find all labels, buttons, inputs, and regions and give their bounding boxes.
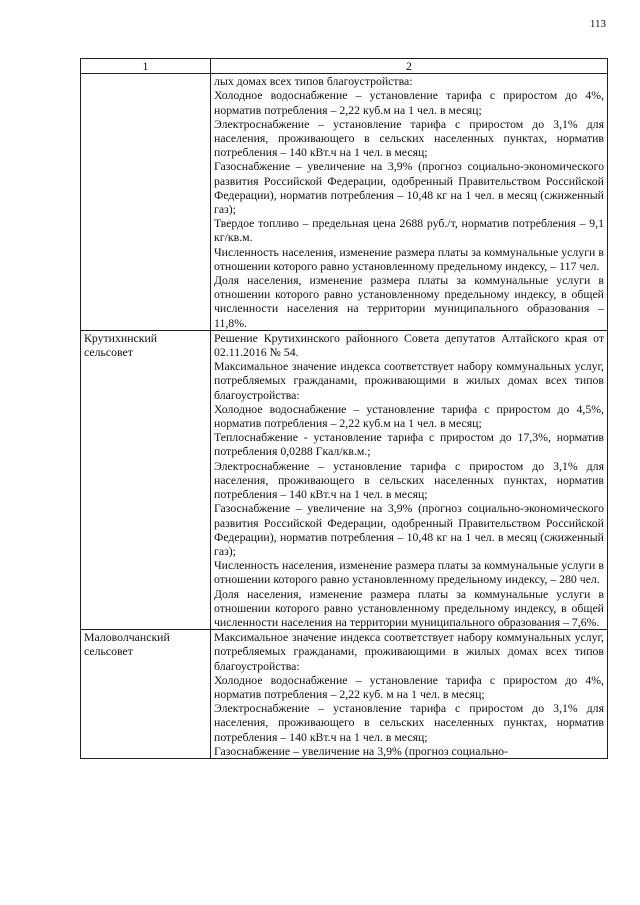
- data-table: [80, 58, 608, 759]
- paragraph: Решение Крутихинского районного Совета депутатов Алтайского края от 02.11.2016 № 54.: [214, 330, 604, 360]
- paragraph: Доля населения, изменение размера платы за коммунальные услуги в отношении которого равно установленному предельному индексу, в общей численности населения на территории муниципального образования – 11,8%.: [214, 273, 604, 330]
- page-number: 113: [589, 18, 606, 30]
- paragraph: Максимальное значение индекса соответствует набору коммунальных услуг, потребляемых гражданами, проживающими в жилых домах всех типов благоустройства:: [214, 359, 604, 402]
- paragraph: Холодное водоснабжение – установление тарифа с приростом до 4,5%, норматив потребления – 2,22 куб.м на 1 чел. в месяц;: [214, 401, 604, 431]
- paragraph: Доля населения, изменение размера платы за коммунальные услуги в отношении которого равно установленному предельному индексу, в общей численности населения на территории муниципального образования – 7,6%.: [214, 586, 604, 629]
- paragraph: Максимальное значение индекса соответствует набору коммунальных услуг, потребляемых гражданами, проживающими в жилых домах всех типов благоустройства:: [214, 630, 604, 673]
- table-row: [81, 330, 608, 629]
- column-header-1: 1: [81, 59, 211, 74]
- table-row: [81, 630, 608, 759]
- paragraph: Твердое топливо – предельная цена 2688 руб./т, норматив потребления – 9,1 кг/кв.м.: [214, 216, 604, 245]
- description-cell: [211, 330, 608, 629]
- paragraph: лых домах всех типов благоустройства:: [214, 74, 413, 89]
- column-header-2: 2: [211, 59, 608, 74]
- paragraph: Холодное водоснабжение – установление тарифа с приростом до 4%, норматив потребления – 2,22 куб.м на 1 чел. в месяц;: [214, 88, 604, 117]
- paragraph: Численность населения, изменение размера платы за коммунальные услуги в отношении которого равно установленному предельному индексу, – 117 чел.: [214, 244, 604, 273]
- paragraph: Холодное водоснабжение – установление тарифа с приростом до 4%, норматив потребления – 2,22 куб. м на 1 чел. в месяц;: [214, 672, 604, 701]
- municipality-cell: [81, 74, 211, 331]
- table-row: [81, 74, 608, 331]
- paragraph: Электроснабжение – установление тарифа с приростом до 3,1% для населения, проживающего в сельских населенных пунктах, норматив потребления – 140 кВт.ч на 1 чел. в месяц;: [214, 116, 604, 160]
- paragraph: Газоснабжение – увеличение на 3,9% (прогноз социально-экономического развития Российской Федерации, одобренный Правительством Российской Федерации), норматив потребления – 10,48 кг на 1 чел. в месяц (сжиженный газ);: [214, 501, 604, 558]
- municipality-cell: Маловолчанский сельсовет: [81, 630, 211, 759]
- description-cell: [211, 630, 608, 759]
- paragraph: Электроснабжение – установление тарифа с приростом до 3,1% для населения, проживающего в сельских населенных пунктах, норматив потребления – 140 кВт.ч на 1 чел. в месяц;: [214, 701, 604, 744]
- paragraph: Газоснабжение – увеличение на 3,9% (прогноз социально-экономического развития Российской Федерации, одобренный Правительством Российской Федерации), норматив потребления – 10,48 кг на 1 чел. в месяц (сжиженный газ);: [214, 159, 604, 217]
- paragraph: Численность населения, изменение размера платы за коммунальные услуги в отношении которого равно установленному предельному индексу, – 280 чел.: [214, 558, 604, 587]
- description-cell: [211, 74, 608, 331]
- table-header-row: [81, 59, 608, 74]
- paragraph: Теплоснабжение - установление тарифа с приростом до 17,3%, норматив потребления 0,0288 Гкал/кв.м.;: [214, 430, 604, 459]
- paragraph: Электроснабжение – установление тарифа с приростом до 3,1% для населения, проживающего в сельских населенных пунктах, норматив потребления – 140 кВт.ч на 1 чел. в месяц;: [214, 458, 604, 502]
- paragraph: Газоснабжение – увеличение на 3,9% (прогноз социально-: [214, 743, 508, 758]
- municipality-cell: Крутихинский сельсовет: [81, 330, 211, 629]
